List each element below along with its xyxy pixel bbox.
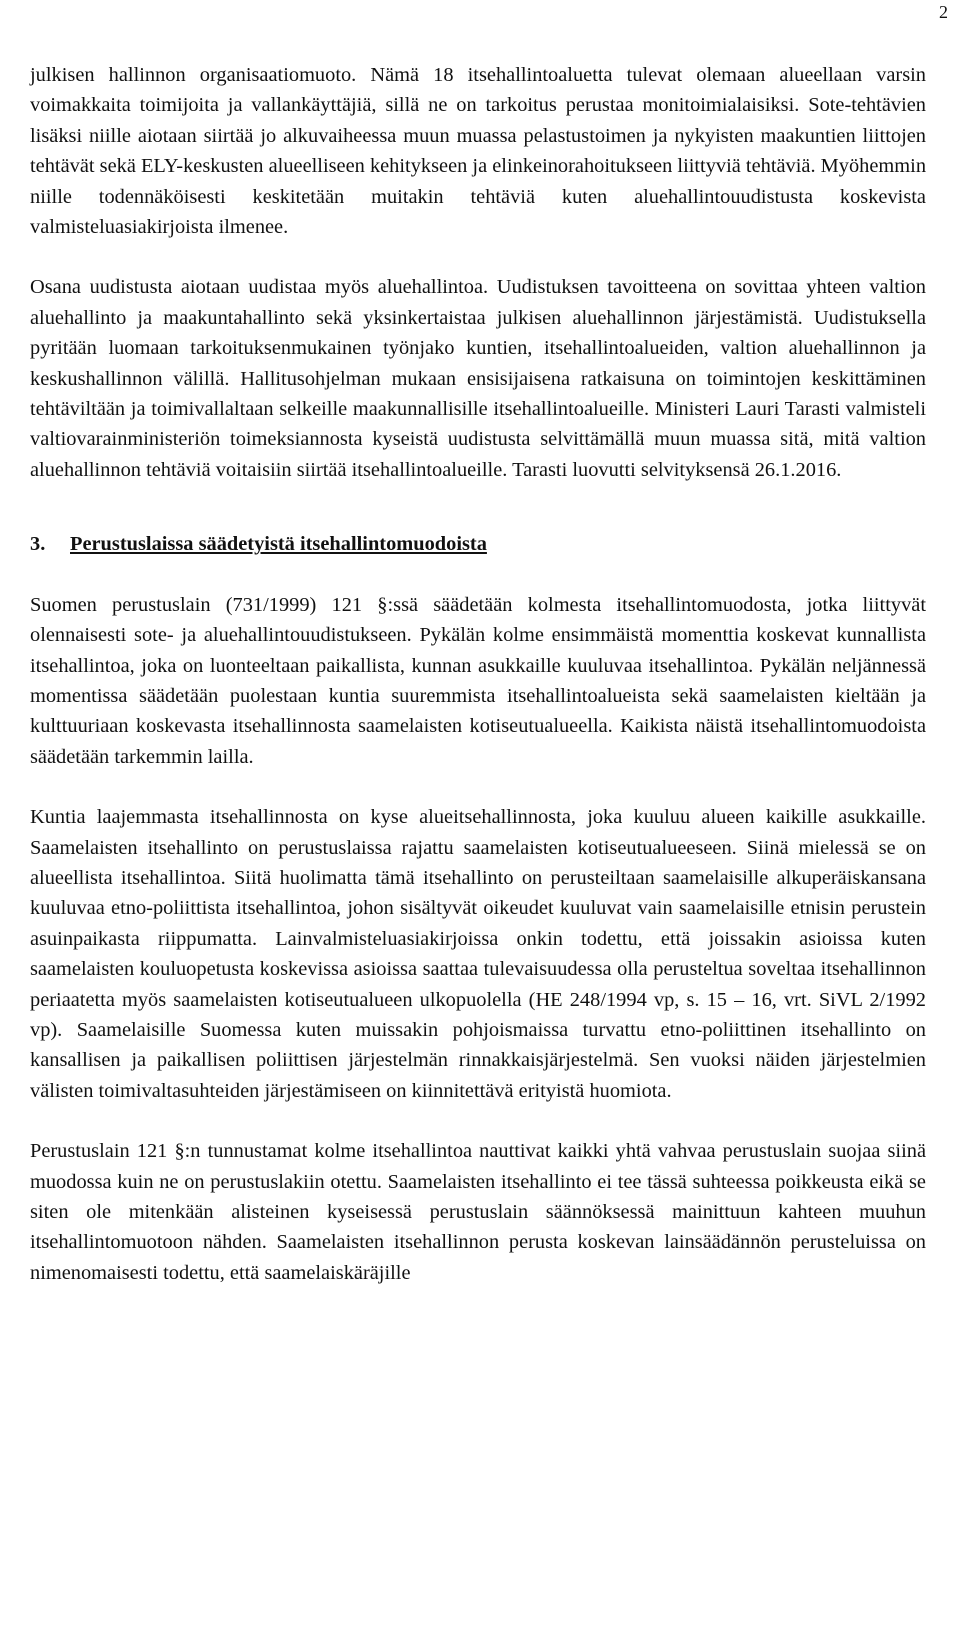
section-number: 3. [30, 533, 46, 556]
paragraph-intro: julkisen hallinnon organisaatiomuoto. Nämä 18 itsehallintoaluetta tulevat olemaan alueellaan varsin voimakkaita toimijoita ja vallankäyttäjiä, sillä ne on tarkoitus perustaa monitoimialaisiksi. Sote-tehtävien lisäksi niille aiotaan siirtää jo alkuvaiheessa muun muassa pelastustoimen ja nykyisten maakuntien liittojen tehtävät sekä ELY-keskusten alueelliseen kehitykseen ja elinkeinorahoitukseen liittyviä tehtäviä. Myöhemmin niille todennäköisesti keskitetään muitakin tehtäviä kuten aluehallintouudistusta koskevista valmisteluasiakirjoista ilmenee. [30, 64, 927, 239]
paragraph-spacer [30, 242, 926, 272]
heading-spacer [30, 560, 926, 590]
paragraph-aluehallinto: Osana uudistusta aiotaan uudistaa myös aluehallintoa. Uudistuksen tavoitteena on sovittaa yhteen valtion aluehallinto ja maakuntahallinto sekä yksinkertaistaa julkisen aluehallinnon järjestämistä. Uudistuksella pyritään luomaan tarkoituksenmukainen työnjako kuntien, itsehallintoalueiden, valtion aluehallinnon ja keskushallinnon välillä. Hallitusohjelman mukaan ensisijaisena ratkaisuna on toimintojen keskittäminen tehtäviltään ja toimivallaltaan selkeille maakunnallisille itsehallintoalueille. Ministeri Lauri Tarasti valmisteli valtiovarainministeriön toimeksiannosta kyseistä uudistusta selvittämällä muun muassa sitä, mitä valtion aluehallinnon tehtäviä voitaisiin siirtää itsehallintoalueille. Tarasti luovutti selvityksensä 26.1.2016. [30, 276, 926, 481]
section-spacer [30, 485, 926, 529]
document-body [30, 60, 926, 1288]
paragraph-spacer [30, 1106, 926, 1136]
page-number: 2 [939, 2, 948, 22]
paragraph-suoja: Perustuslain 121 §:n tunnustamat kolme itsehallintoa nauttivat kaikki yhtä vahvaa perustuslain suojaa siinä muodossa kuin ne on perustuslakiin otettu. Saamelaisten itsehallinto ei tee tässä suhteessa poikkeusta eikä se siten ole mitenkään alisteinen kyseisessä perustuslain säännöksessä mainittuun kahteen muuhun itsehallintomuotoon nähden. Saamelaisten itsehallinnon perusta koskevan lainsäädännön perusteluissa on nimenomaisesti todettu, että saamelaiskäräjille [30, 1140, 926, 1284]
paragraph-perustuslaki: Suomen perustuslain (731/1999) 121 §:ssä säädetään kolmesta itsehallintomuodosta, jotka liittyvät olennaisesti sote- ja aluehallintouudistukseen. Pykälän kolme ensimmäistä momenttia koskevat kunnallista itsehallintoa, joka on luonteeltaan paikallista, kunnan asukkaille kuuluvaa itsehallintoa. Pykälän neljännessä momentissa säädetään puolestaan kuntia suuremmista itsehallintoalueista sekä saamelaisten kieltään ja kulttuuriaan koskevasta itsehallinnosta saamelaisten kotiseutualueella. Kaikista näistä itsehallintomuodoista säädetään tarkemmin lailla. [30, 593, 926, 768]
paragraph-saamelaiset: Kuntia laajemmasta itsehallinnosta on kyse alueitsehallinnosta, joka kuuluu alueen kaikille asukkaille. Saamelaisten itsehallinto on perustuslaissa rajattu saamelaisten kotiseutualueeseen. Siinä mielessä se on alueellista itsehallintoa. Siitä huolimatta tämä itsehallinto on perusteiltaan saamelaisille alkuperäiskansana kuuluvaa etno-poliittista itsehallintoa, johon sisältyvät oikeudet kuuluvat vain saamelaisille etnisin perustein asuinpaikasta riippumatta. Lainvalmisteluasiakirjoissa onkin todettu, että joissakin asioissa kuten saamelaisten kouluopetusta koskevissa asioissa saattaa tulevaisuudessa olla perusteltua soveltaa itsehallinnon periaatetta myös saamelaisten kotiseutualueen ulkopuolella (HE 248/1994 vp, s. 15 – 16, vrt. SiVL 2/1992 vp). Saamelaisille Suomessa kuten muissakin pohjoismaissa turvattu etno-poliittinen itsehallinto on kansallisen ja paikallisen poliittisen järjestelmän rinnakkaisjärjestelmä. Sen vuoksi näiden järjestelmien välisten toimivaltasuhteiden järjestämiseen on kiinnitettävä erityistä huomiota. [30, 806, 926, 1102]
section-title: Perustuslaissa säädetyistä itsehallintomuodoista [70, 533, 487, 556]
section-heading [30, 529, 926, 559]
paragraph-spacer [30, 772, 926, 802]
